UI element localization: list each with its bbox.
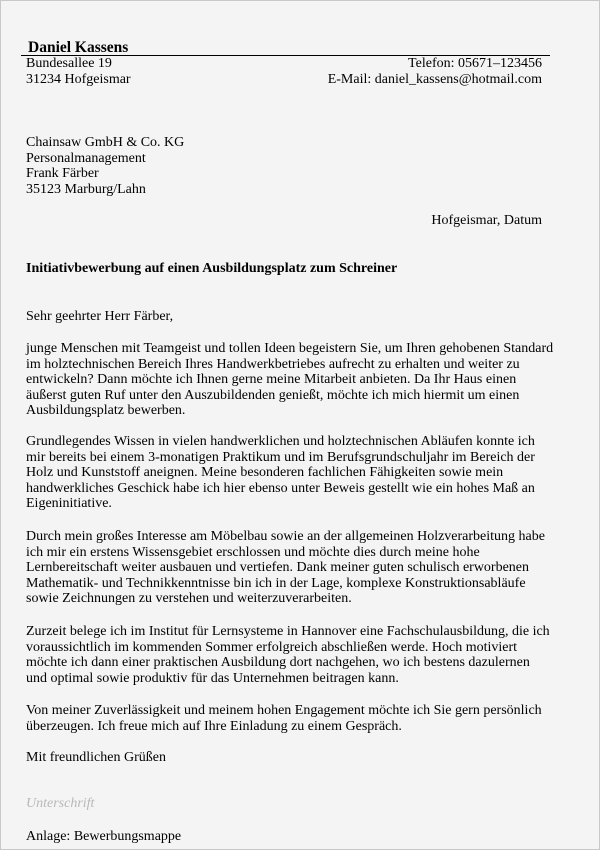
attachment-note: Anlage: Bewerbungsmappe — [26, 829, 182, 844]
text-line: äußerst guten Ruf unter den Auszubildenden genießt, möchte ich mich hiermit um einen — [26, 387, 520, 403]
paragraph-4 — [26, 624, 550, 686]
subject-line: Initiativbewerbung auf einen Ausbildungsplatz zum Schreiner — [26, 261, 398, 276]
recipient-line: 35123 Marburg/Lahn — [26, 181, 146, 197]
text-line: Grundlegendes Wissen in vielen handwerklichen und holztechnischen Abläufen konnte ich — [26, 434, 535, 449]
text-line: im holztechnischen Bereich Ihres Handwerkbetriebes aufrecht zu erhalten und weiter zu — [26, 356, 520, 372]
sender-contact — [328, 56, 542, 87]
paragraph-2 — [26, 434, 535, 512]
place-date: Hofgeismar, Datum — [431, 213, 542, 228]
recipient-line: Personalmanagement — [26, 150, 146, 166]
signature-placeholder: Unterschrift — [26, 796, 95, 811]
paragraph-5 — [26, 703, 542, 734]
sender-address — [26, 56, 131, 87]
text-line: überzeugen. Ich freue mich auf Ihre Einladung zu einem Gespräch. — [26, 718, 402, 734]
paragraph-3 — [26, 529, 545, 607]
text-line: Mathematik- und Technikkenntnisse bin ich in der Lage, komplexe Konstruktionsabläufe — [26, 575, 526, 591]
paragraph-1 — [26, 341, 553, 419]
text-line: Holz und Kunststoff aneignen. Meine besonderen fachlichen Fähigkeiten sowie mein — [26, 465, 504, 481]
salutation: Sehr geehrter Herr Färber, — [26, 309, 174, 324]
text-line: junge Menschen mit Teamgeist und tollen Ideen begeistern Sie, um Ihren gehobenen Standard — [26, 341, 554, 356]
sender-city: 31234 Hofgeismar — [26, 71, 131, 87]
sender-street: Bundesallee 19 — [26, 56, 112, 71]
text-line: mir bereits bei einem 3-monatigen Praktikum und im Berufsgrundschuljahr im Bereich der — [26, 449, 535, 465]
recipient-address — [26, 135, 184, 197]
sender-phone: Telefon: 05671–123456 — [408, 56, 542, 71]
text-line: ich mir ein erstens Wissensgebiet erschlossen und möchte dies durch meine hohe — [26, 544, 480, 560]
text-line: Eigeninitiative. — [26, 496, 112, 512]
text-line: Ausbildungsplatz bewerben. — [26, 403, 186, 419]
text-line: Zurzeit belege ich im Institut für Lernsysteme in Hannover eine Fachschulausbildung, die ich — [26, 624, 550, 639]
text-line: entwickeln? Dann möchte ich Ihnen gerne meine Mitarbeit anbieten. Da Ihr Haus einen — [26, 372, 517, 388]
recipient-line: Chainsaw GmbH & Co. KG — [26, 135, 185, 150]
text-line: Durch mein großes Interesse am Möbelbau sowie an der allgemeinen Holzverarbeitung habe — [26, 529, 545, 544]
closing: Mit freundlichen Grüßen — [26, 750, 166, 765]
text-line: und optimal sowie produktiv für das Unternehmen beitragen kann. — [26, 670, 399, 686]
text-line: sowie Zeichnungen zu verstehen und weiterzuverarbeiten. — [26, 591, 352, 607]
text-line: handwerkliches Geschick habe ich hier ebenso unter Beweis gestellt wie ein hohes Maß an — [26, 480, 535, 496]
sender-name: Daniel Kassens — [28, 39, 129, 56]
text-line: Von meiner Zuverlässigkeit und meinem hohen Engagement möchte ich Sie gern persönlich — [26, 703, 542, 718]
sender-email: E-Mail: daniel_kassens@hotmail.com — [327, 71, 542, 87]
text-line: voraussichtlich im kommenden Sommer erfolgreich abschließen werde. Hoch motiviert — [26, 639, 518, 655]
text-line: Lernbereitschaft weiter ausbauen und vertiefen. Dank meiner guten schulisch erworbenen — [26, 560, 530, 576]
recipient-line: Frank Färber — [26, 166, 99, 182]
text-line: möchte ich dann einer praktischen Ausbildung dort nachgehen, wo ich bestens dazulernen — [26, 655, 530, 671]
